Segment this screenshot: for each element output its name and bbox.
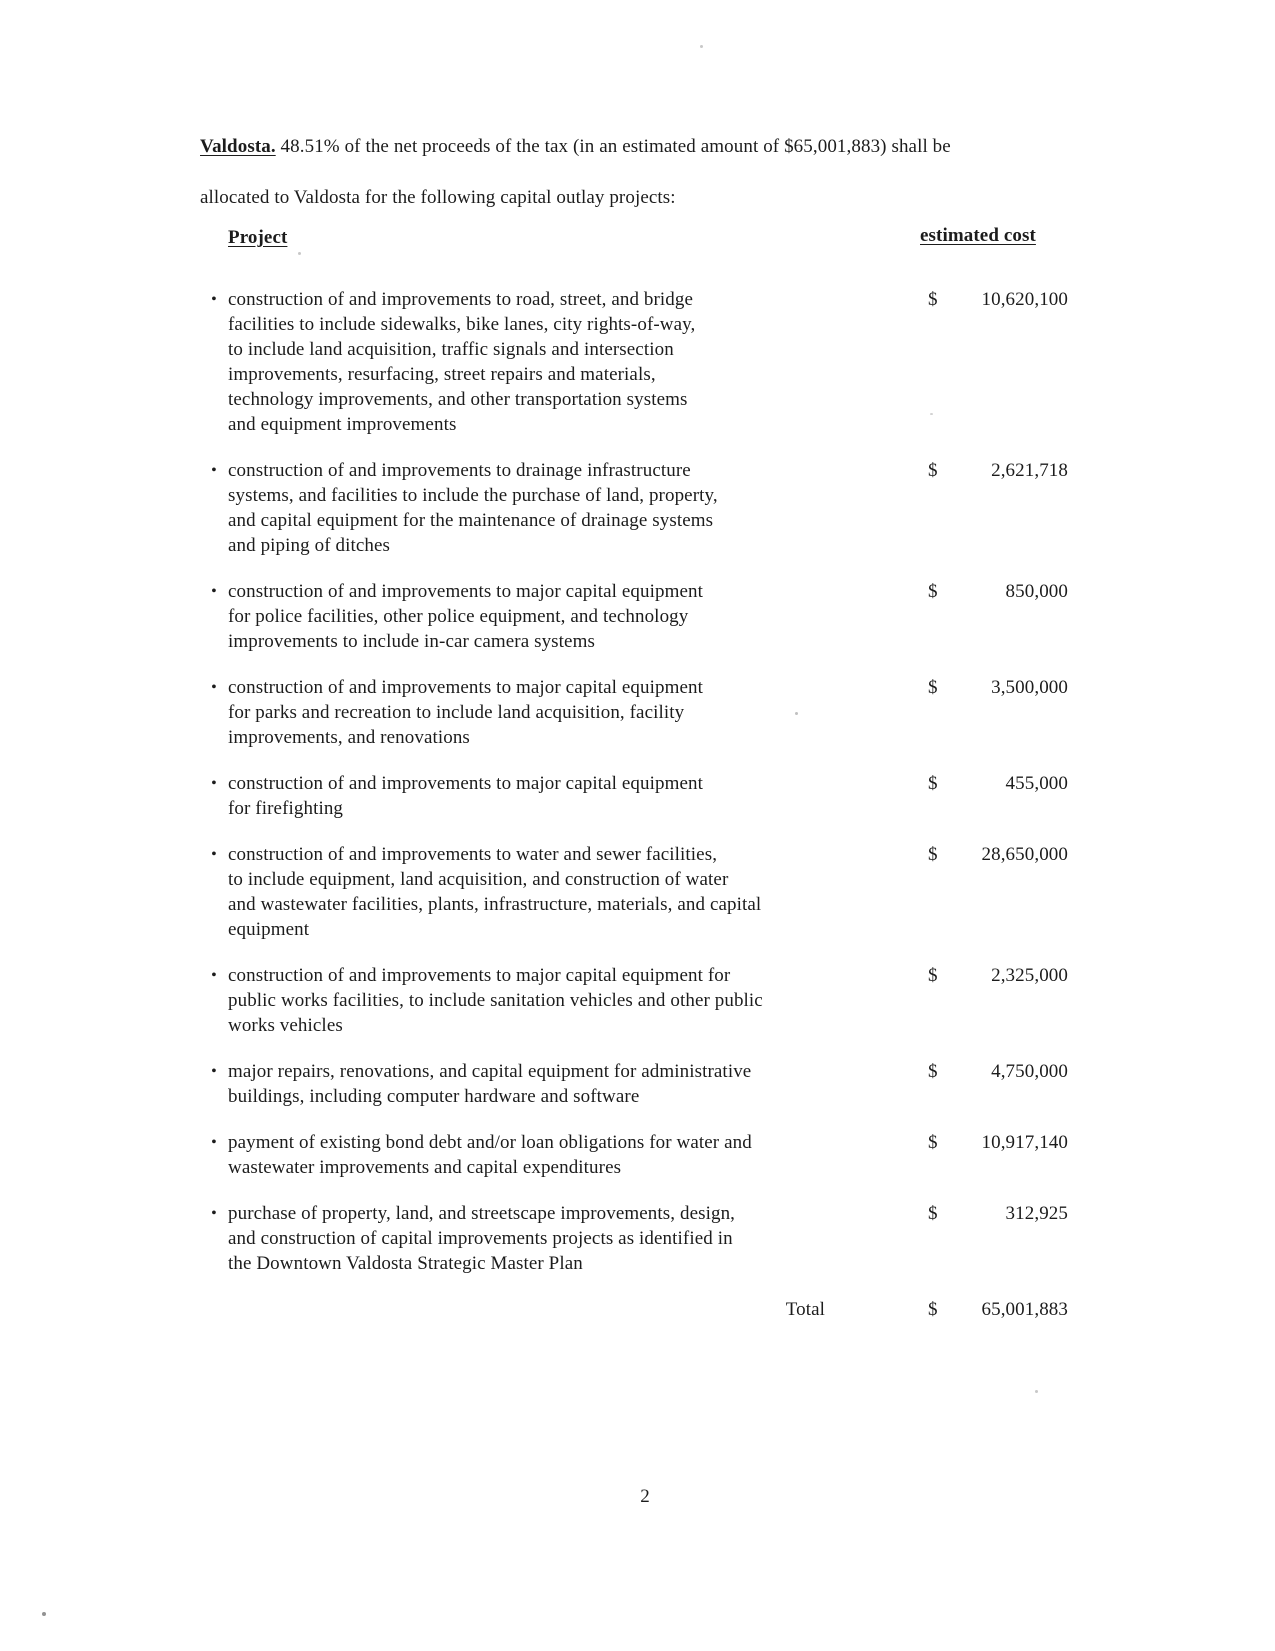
- project-row: [200, 1201, 1068, 1276]
- currency-symbol: $: [928, 677, 938, 698]
- estimated-cost-cell: [828, 458, 1068, 483]
- project-description: construction of and improvements to drainage infrastructure systems, and facilities to include the purchase of land, property, and capital equipment for the maintenance of drainage systems and piping of ditches: [228, 460, 718, 556]
- currency-symbol: $: [928, 1061, 938, 1082]
- scan-artifact: [930, 413, 933, 415]
- project-row: [200, 1059, 1068, 1109]
- estimated-cost-cell: [828, 675, 1068, 700]
- scan-artifact: [42, 1612, 46, 1616]
- bullet-icon: •: [211, 679, 217, 696]
- total-row: [200, 1297, 1068, 1322]
- currency-symbol: $: [928, 1299, 938, 1320]
- estimated-cost-cell: [828, 771, 1068, 796]
- bullet-icon: •: [211, 1134, 217, 1151]
- bullet-icon: •: [211, 1063, 217, 1080]
- total-label: Total: [785, 1299, 825, 1320]
- project-row: [200, 1130, 1068, 1180]
- estimated-cost-cell: [828, 1201, 1068, 1226]
- bullet-icon: •: [211, 291, 217, 308]
- bullet-icon: •: [211, 967, 217, 984]
- estimated-cost-cell: [828, 287, 1068, 312]
- project-row: [200, 771, 1068, 821]
- project-row: [200, 458, 1068, 558]
- estimated-cost-value: 312,925: [1005, 1203, 1068, 1224]
- estimated-cost-value: 3,500,000: [991, 677, 1068, 698]
- estimated-cost-cell: [828, 842, 1068, 867]
- intro-paragraph: [200, 121, 1070, 223]
- bullet-icon: •: [211, 583, 217, 600]
- estimated-cost-cell: [828, 1059, 1068, 1084]
- project-row: [200, 842, 1068, 942]
- estimated-cost-column-header: estimated cost: [920, 225, 1036, 246]
- intro-line2: allocated to Valdosta for the following capital outlay projects:: [200, 187, 676, 208]
- currency-symbol: $: [928, 1132, 938, 1153]
- project-column-header: Project: [228, 227, 288, 248]
- scan-artifact: [700, 45, 703, 48]
- estimated-cost-value: 10,917,140: [981, 1132, 1068, 1153]
- currency-symbol: $: [928, 844, 938, 865]
- scan-artifact: [298, 252, 301, 255]
- estimated-cost-value: 10,620,100: [981, 289, 1068, 310]
- project-description: purchase of property, land, and streetscape improvements, design, and construction of capital improvements projects as identified in the Downtown Valdosta Strategic Master Plan: [228, 1203, 736, 1274]
- estimated-cost-value: 455,000: [1005, 773, 1068, 794]
- currency-symbol: $: [928, 965, 938, 986]
- bullet-icon: •: [211, 775, 217, 792]
- currency-symbol: $: [928, 773, 938, 794]
- estimated-cost-value: 2,621,718: [991, 460, 1068, 481]
- project-description: construction of and improvements to major capital equipment for police facilities, other police equipment, and technology improvements to include in-car camera systems: [228, 581, 703, 652]
- project-list: [200, 287, 1068, 1276]
- bullet-icon: •: [211, 1205, 217, 1222]
- project-description: construction of and improvements to water and sewer facilities, to include equipment, land acquisition, and construction of water and wastewater facilities, plants, infrastructure, materials, and capital equipment: [228, 844, 762, 940]
- project-row: [200, 579, 1068, 654]
- currency-symbol: $: [928, 1203, 938, 1224]
- project-description: construction of and improvements to major capital equipment for parks and recreation to include land acquisition, facility improvements, and renovations: [228, 677, 703, 748]
- currency-symbol: $: [928, 581, 938, 602]
- currency-symbol: $: [928, 460, 938, 481]
- estimated-cost-value: 28,650,000: [981, 844, 1068, 865]
- estimated-cost-cell: [828, 1130, 1068, 1155]
- currency-symbol: $: [928, 289, 938, 310]
- scan-artifact: [795, 712, 798, 715]
- project-description: construction of and improvements to major capital equipment for firefighting: [228, 773, 703, 819]
- project-row: [200, 675, 1068, 750]
- intro-line1: 48.51% of the net proceeds of the tax (in an estimated amount of $65,001,883) shall be: [275, 136, 951, 157]
- page-number: 2: [640, 1486, 650, 1507]
- project-description: payment of existing bond debt and/or loan obligations for water and wastewater improvements and capital expenditures: [228, 1132, 752, 1178]
- project-row: [200, 963, 1068, 1038]
- estimated-cost-cell: [828, 579, 1068, 604]
- project-description: construction of and improvements to road, street, and bridge facilities to include sidewalks, bike lanes, city rights-of-way, to include land acquisition, traffic signals and intersection improvements, resurfacing, street repairs and materials, technology improvements, and other transportation systems and equipment improvements: [228, 289, 696, 435]
- intro-lead: Valdosta.: [200, 136, 276, 157]
- project-row: [200, 287, 1068, 437]
- project-description: construction of and improvements to major capital equipment for public works facilities, to include sanitation vehicles and other public works vehicles: [228, 965, 763, 1036]
- scan-artifact: [1035, 1390, 1038, 1393]
- estimated-cost-value: 850,000: [1005, 581, 1068, 602]
- total-amount: 65,001,883: [981, 1299, 1068, 1320]
- total-cost-cell: [828, 1297, 1068, 1322]
- project-table: [200, 287, 1068, 1322]
- estimated-cost-cell: [828, 963, 1068, 988]
- project-description: major repairs, renovations, and capital equipment for administrative buildings, including computer hardware and software: [228, 1061, 752, 1107]
- estimated-cost-value: 2,325,000: [991, 965, 1068, 986]
- estimated-cost-value: 4,750,000: [991, 1061, 1068, 1082]
- bullet-icon: •: [211, 846, 217, 863]
- bullet-icon: •: [211, 462, 217, 479]
